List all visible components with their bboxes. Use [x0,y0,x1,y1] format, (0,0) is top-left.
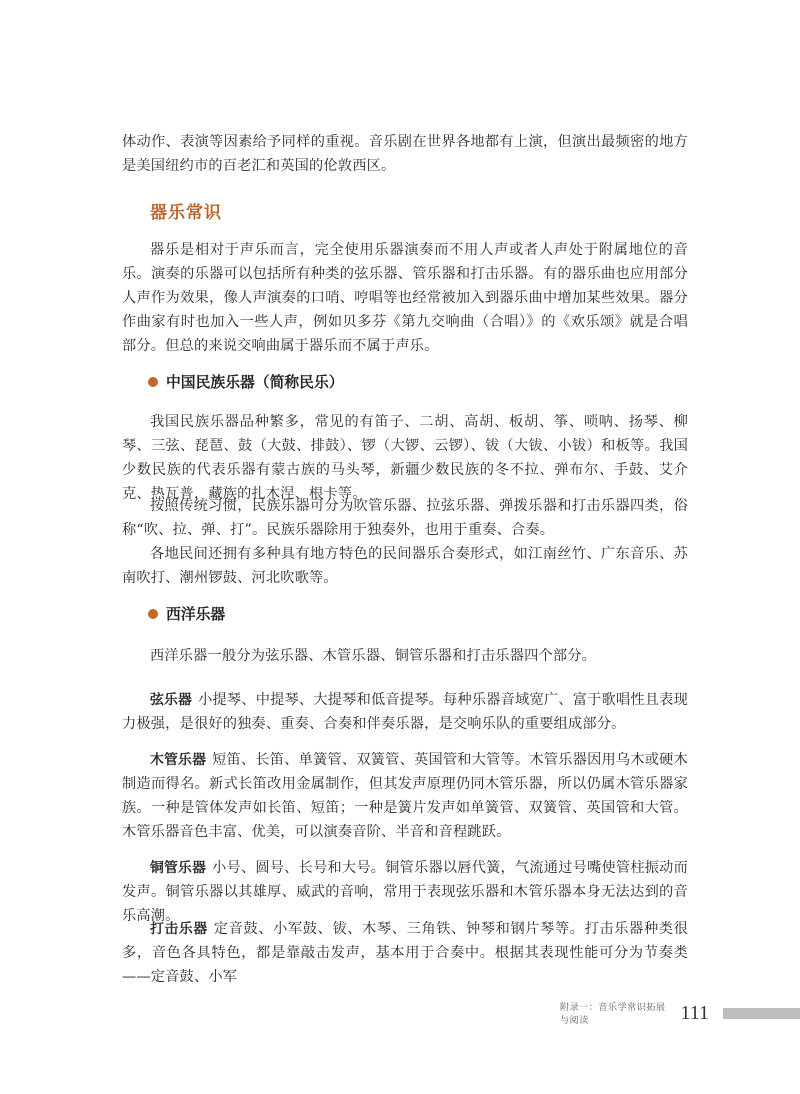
section-paragraph: 器乐是相对于声乐而言，完全使用乐器演奏而不用人声或者人声处于附属地位的音乐。演奏的乐器可以包括所有种类的弦乐器、管乐器和打击乐器。有的器乐曲也应用部分人声作为效果，像人声演奏的口哨、哼唱等也经常被加入到器乐曲中增加某些效果。器分作曲家有时也加入一些人声，例如贝多芬《第九交响曲（合唱）》的《欢乐颂》就是合唱部分。但总的来说交响曲属于器乐而不属于声乐。 [122,242,688,354]
footer-decorative-bar [723,1008,800,1019]
woodwind-text: 短笛、长笛、单簧管、双簧管、英国管和大管等。木管乐器因用乌木或硬木制造而得名。新式长笛改用金属制作，但其发声原理仍同木管乐器，所以仍属木管乐器家族。一种是管体发声如长笛、短笛；一种是簧片发声如单簧管、双簧管、英国管和大管。木管乐器音色丰富、优美，可以演奏音阶、半音和音程跳跃。 [122,752,688,840]
strings-term: 弦乐器 [150,692,193,708]
percussion-paragraph [122,917,688,989]
brass-text: 小号、圆号、长号和大号。铜管乐器以唇代簧，气流通过号嘴使管柱振动而发声。铜管乐器以其雄厚、威武的音响，常用于表现弦乐器和木管乐器本身无法达到的音乐高潮。 [122,860,688,924]
page-footer [560,1000,800,1026]
page-number: 111 [680,1001,709,1024]
chinese-instruments-heading-text: 中国民族乐器（简称民乐） [166,374,344,391]
strings-paragraph [122,688,688,736]
woodwind-term: 木管乐器 [150,752,207,768]
woodwind-paragraph [122,748,688,844]
chinese-paragraph-3: 各地民间还拥有多种具有地方特色的民间器乐合奏形式，如江南丝竹、广东音乐、苏南吹打、潮州锣鼓、河北吹歌等。 [122,546,688,586]
western-intro-paragraph: 西洋乐器一般分为弦乐器、木管乐器、铜管乐器和打击乐器四个部分。 [150,648,597,664]
intro-paragraph: 体动作、表演等因素给予同样的重视。音乐剧在世界各地都有上演，但演出最频密的地方是美国纽约市的百老汇和英国的伦敦西区。 [122,134,688,174]
strings-text: 小提琴、中提琴、大提琴和低音提琴。每种乐器音域宽广、富于歌唱性且表现力极强，是很好的独奏、重奏、合奏和伴奏乐器，是交响乐队的重要组成部分。 [122,692,688,732]
chinese-paragraph-1: 我国民族乐器品种繁多，常见的有笛子、二胡、高胡、板胡、筝、唢呐、扬琴、柳琴、三弦、琵琶、鼓（大鼓、排鼓）、锣（大锣、云锣）、钹（大钹、小钹）和板等。我国少数民族的代表乐器有蒙古族的马头琴，新疆少数民族的冬不拉、弹布尔、手鼓、艾介克、热瓦普，藏族的扎木涅、根卡等。 [122,414,688,502]
chinese-instruments-heading [148,371,344,392]
chinese-paragraph-2: 按照传统习惯，民族乐器可分为吹管乐器、拉弦乐器、弹拨乐器和打击乐器四类，俗称“吹、拉、弹、打”。民族乐器除用于独奏外，也用于重奏、合奏。 [122,498,688,538]
bullet-icon [148,609,158,619]
percussion-term: 打击乐器 [150,921,208,937]
percussion-text: 定音鼓、小军鼓、钹、木琴、三角铁、钟琴和钢片琴等。打击乐器种类很多，音色各具特色，都是靠敲击发声，基本用于合奏中。根据其表现性能可分为节奏类——定音鼓、小军 [122,921,688,985]
western-instruments-heading [148,603,225,624]
section-title: 器乐常识 [150,203,222,223]
western-instruments-heading-text: 西洋乐器 [166,606,226,623]
brass-term: 铜管乐器 [150,860,207,876]
footer-running-title: 附录一：音乐学常识拓展与阅读 [560,1003,666,1026]
bullet-icon [148,377,158,387]
